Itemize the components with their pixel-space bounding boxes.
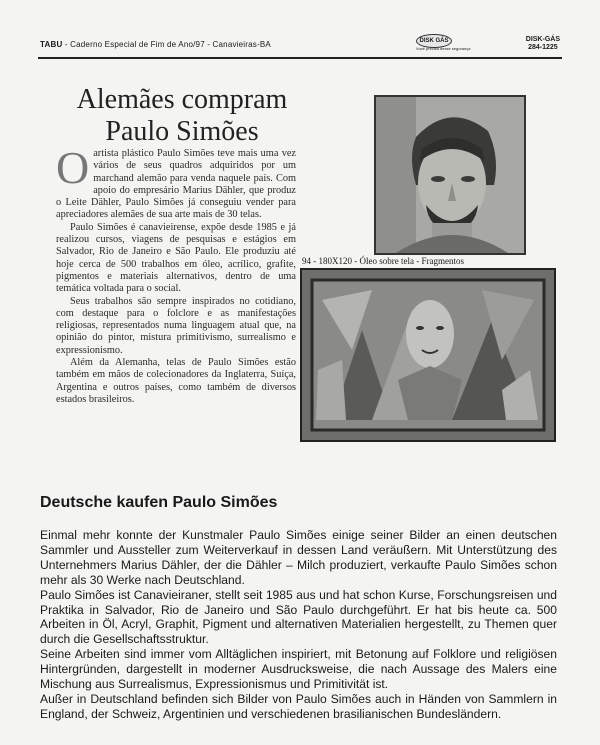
disk-phone: 284-1225 bbox=[528, 44, 558, 51]
publication-name: TABU bbox=[40, 40, 63, 49]
paragraph-de-2: Paulo Simões ist Canavieiraner, stellt seit 1985 aus und hat schon Kurse, Forschungsreisen und Praktika in Salvador, Rio de Janeiro und São Paulo durchgeführt. Er hat bis heute ca. 500 Arbeiten in Öl, Acryl, Graphit, Pigment und alternativen Materialien hergestellt, zu Themen quer durch die Gesellschaftsstruktur. bbox=[40, 587, 557, 647]
portrait-illustration bbox=[376, 97, 524, 253]
paragraph-pt-4: Além da Alemanha, telas de Paulo Simões estão também em mãos de colecionadores da Inglaterra, Suíça, Argentina e outros países, como também de diversos estados brasileiros. bbox=[56, 357, 296, 405]
paragraph-de-1: Einmal mehr konnte der Kunstmaler Paulo Simões einige seiner Bilder an einen deutschen Sammler und Aussteller zum Weiterverkauf in dessen Land veräußern. Mit Unterstützung des Unternehmers Marius Dähler, der die Dähler – Milch produziert, verkaufte Paulo Simões schon mehr als 30 Werke nach Deutschland. bbox=[40, 528, 557, 587]
painting-illustration bbox=[302, 270, 554, 440]
paragraph-pt-1-text: artista plástico Paulo Simões teve mais uma vez vários de seus quadros adquiridos por um marchand alemão para venda naquele país. Com apoio do empresário Marius Dähler, que produz o Leite Dähler, Paulo Simões já conseguiu vender para apreciadores alemães de sua arte mais de 30 telas. bbox=[56, 148, 296, 221]
article-title-de: Deutsche kaufen Paulo Simões bbox=[40, 494, 278, 511]
publication-line bbox=[40, 40, 271, 49]
article-title-pt bbox=[52, 84, 312, 148]
paragraph-pt-1 bbox=[56, 142, 296, 222]
page-header bbox=[40, 34, 560, 56]
article-body-pt bbox=[56, 142, 296, 406]
drop-cap: O bbox=[56, 142, 90, 193]
disk-label: DISK-GÁS bbox=[525, 36, 560, 43]
paragraph-pt-3: Seus trabalhos são sempre inspirados no cotidiano, com destaque para o folclore e as manifestações religiosas, representados numa linguagem atual que, na opinião do pintor, mistura primitivismo, surrealismo e expressionismo. bbox=[56, 295, 296, 356]
logo-tagline: Você precisa desse segurança bbox=[416, 46, 471, 51]
painting-fragmentos-photo bbox=[300, 268, 556, 442]
paragraph-de-3: Seine Arbeiten sind immer vom Alltäglichen inspiriert, mit Betonung auf Folklore und religiösen Hintergründen, dargestellt in moderner Ausdrucksweise, die nach Aussage des Malers eine Mischung aus Surrealismus, Expressionismus und Primitivität ist. bbox=[40, 647, 557, 692]
title-line-2: Paulo Simões bbox=[105, 116, 259, 147]
painting-caption: 94 - 180X120 - Óleo sobre tela - Fragmentos bbox=[302, 256, 464, 266]
title-line-1: Alemães compram bbox=[76, 84, 288, 115]
disk-gas-logo bbox=[416, 34, 471, 52]
publication-subtitle: - Caderno Especial de Fim de Ano/97 - Canavieiras-BA bbox=[64, 40, 271, 49]
artist-portrait-photo bbox=[374, 95, 526, 255]
disk-phone-block bbox=[526, 36, 560, 52]
paragraph-pt-2: Paulo Simões é canavieirense, expõe desde 1985 e já realizou cursos, viagens de pesquisas e estágios em Salvador, Rio de Janeiro e São Paulo. Ele produziu até hoje cerca de 500 trabalhos em óleo, acrílico, grafite, pigmentos e materiais alternativos, dentro de uma temática voltada para o social. bbox=[56, 221, 296, 295]
logo-oval: DISK GÁS bbox=[416, 34, 452, 48]
paragraph-de-4: Außer in Deutschland befinden sich Bilder von Paulo Simões auch in Händen von Sammlern in England, der Schweiz, Argentinien und verschiedenen brasilianischen Bundesländern. bbox=[40, 691, 557, 721]
article-body-de bbox=[40, 528, 557, 722]
header-rule bbox=[38, 57, 562, 59]
